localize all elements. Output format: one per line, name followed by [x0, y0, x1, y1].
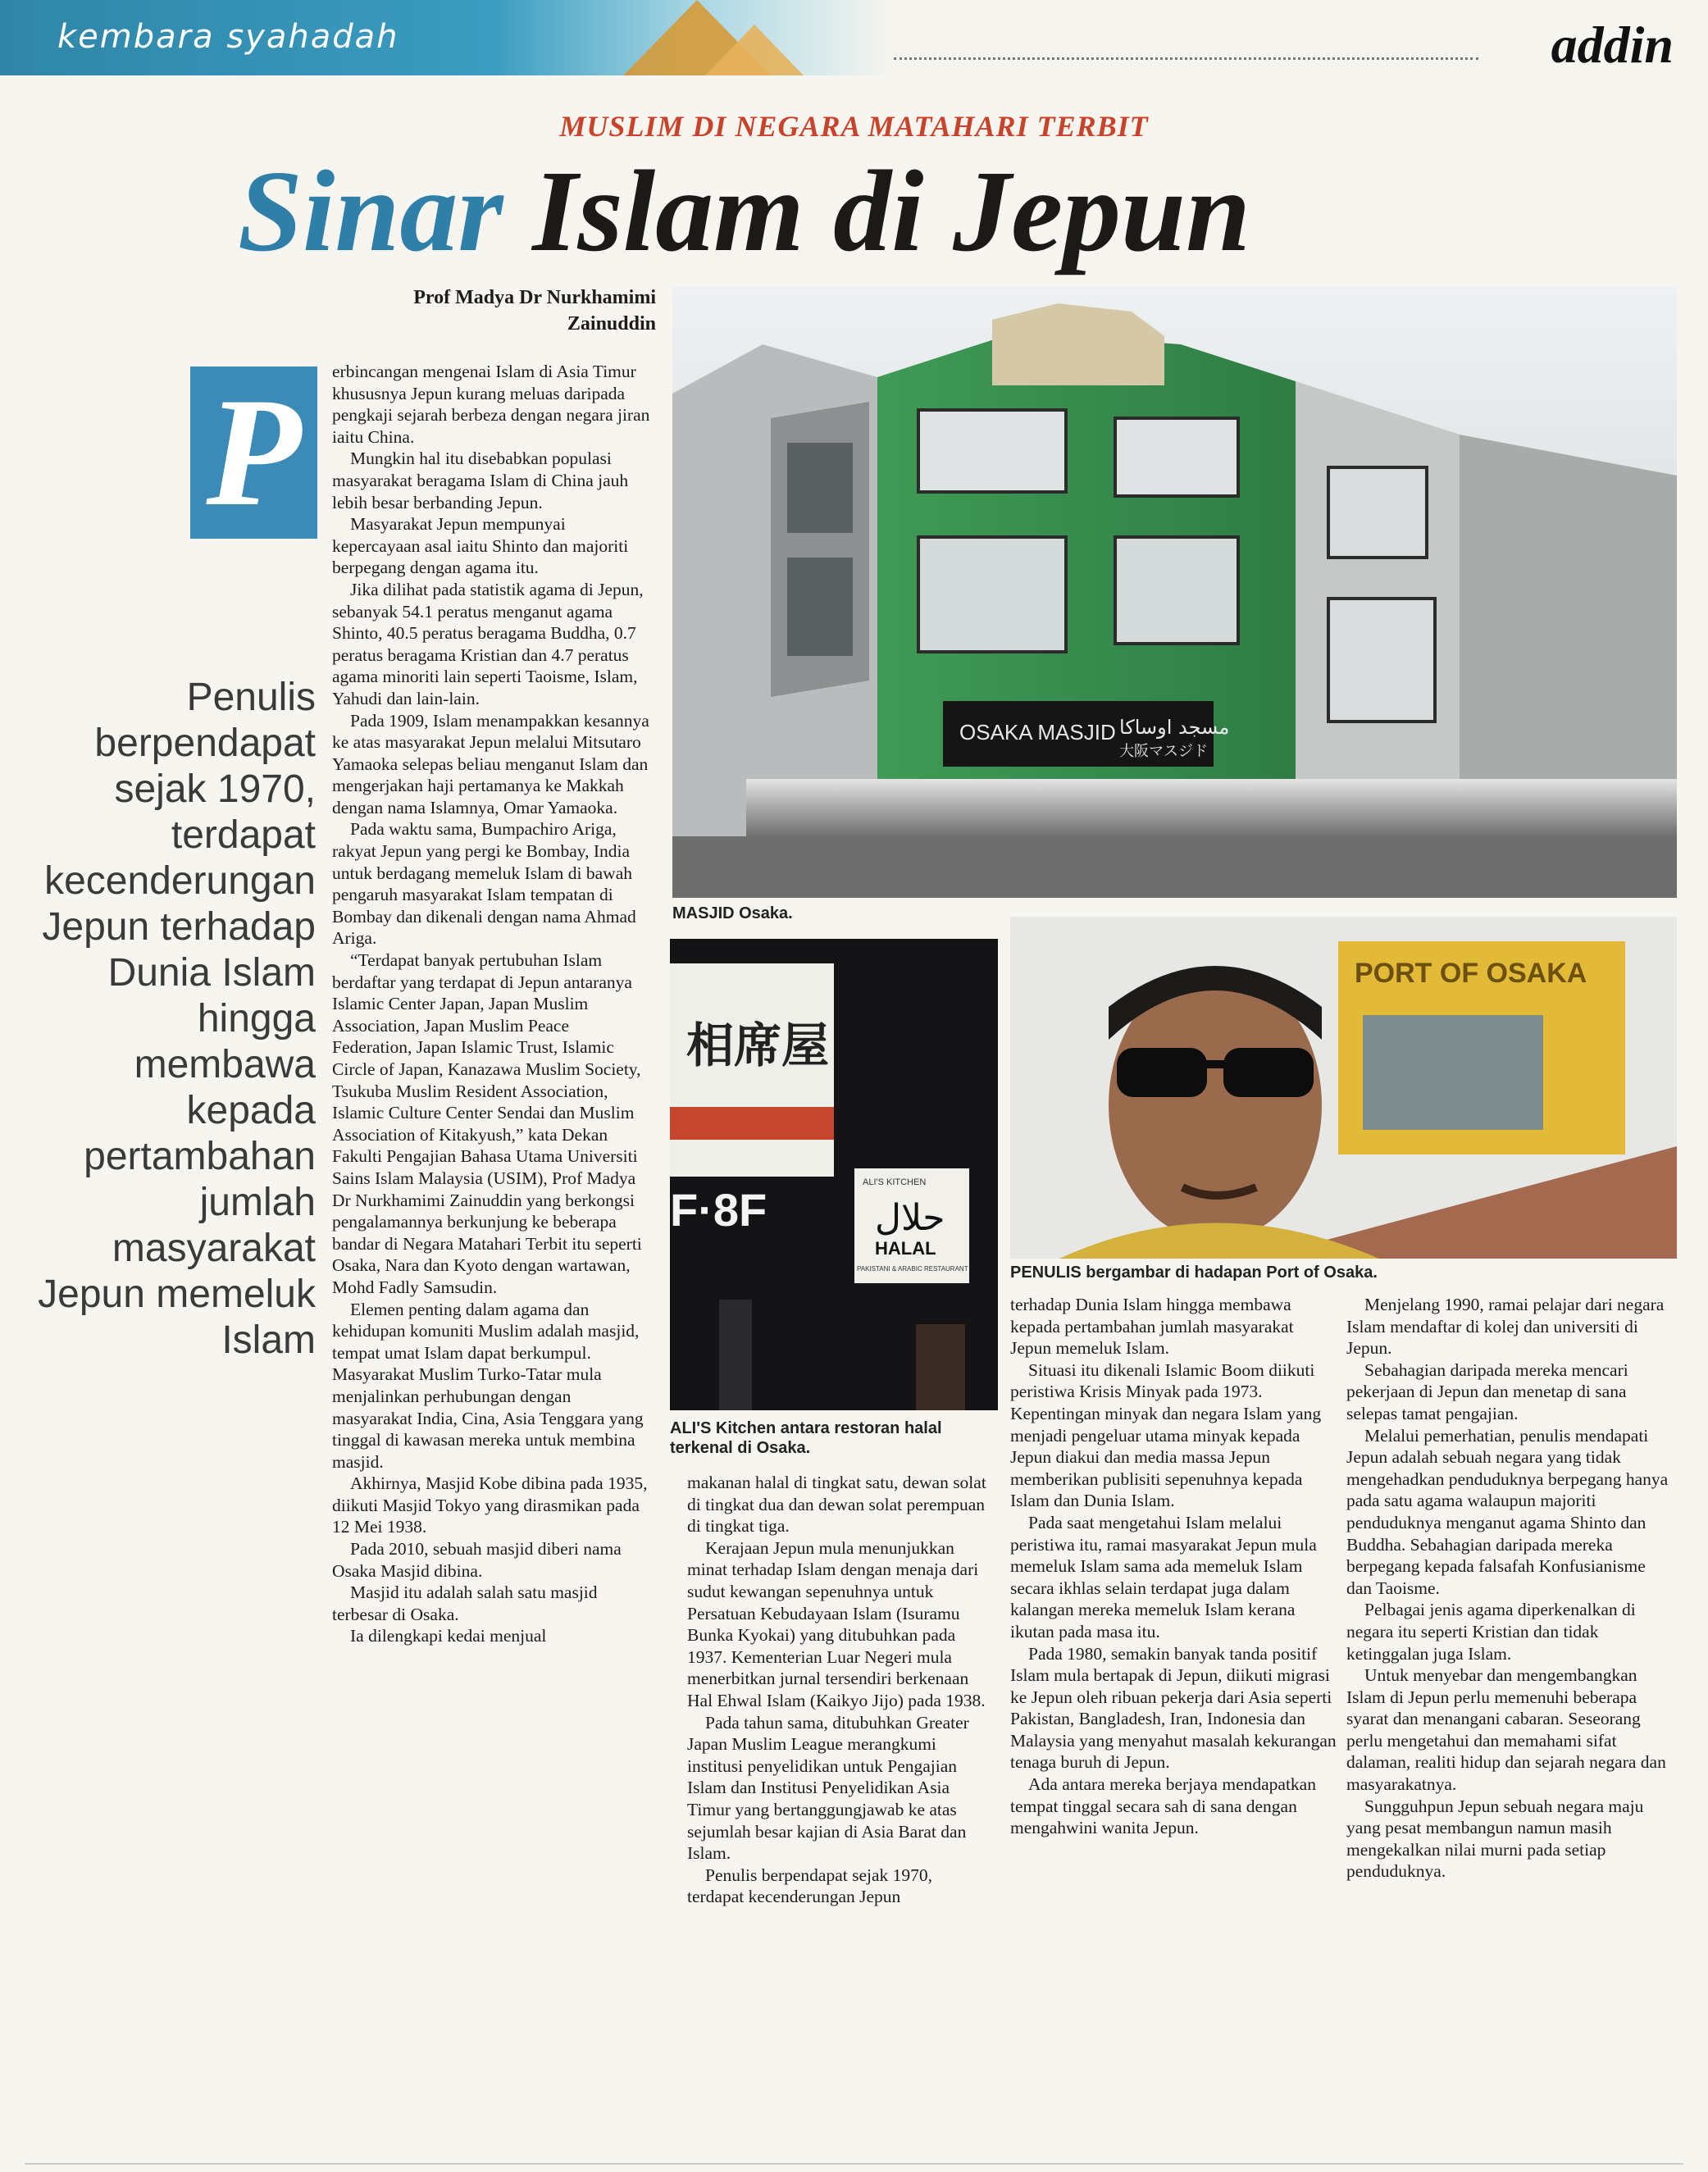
column-4 — [1346, 1294, 1674, 1883]
paragraph: Pada saat mengetahui Islam melalui peristiwa itu, ramai masyarakat Jepun mula memeluk Islam sama ada memeluk Islam secara ikhlas selain terdapat juga dalam kalangan mereka memeluk Islam kerana ikutan pada masa itu. — [1010, 1512, 1317, 1642]
section-name: addin — [1551, 16, 1674, 74]
paragraph: Pelbagai jenis agama diperkenalkan di negara itu seperti Kristian dan tidak ketinggalan juga Islam. — [1346, 1600, 1636, 1664]
restaurant-photo — [670, 939, 998, 1410]
column-2 — [687, 1472, 986, 1908]
paragraph: Jika dilihat pada statistik agama di Jepun, sebanyak 54.1 peratus menganut agama Shinto, 40.5 peratus beragama Buddha, 0.7 peratus beragama Kristian dan 4.7 peratus agama minoriti lain seperti Taoisme, Islam, Yahudi dan lain-lain. — [332, 579, 644, 708]
restaurant-shop-sub: PAKISTANI & ARABIC RESTAURANT — [857, 1265, 968, 1273]
paragraph: erbincangan mengenai Islam di Asia Timur khususnya Jepun kurang meluas daripada pengkaji sejarah berbeza dengan negara jiran iaitu China. — [332, 362, 650, 447]
section-banner — [0, 0, 894, 75]
author-caption: PENULIS bergambar di hadapan Port of Osaka. — [1010, 1264, 1378, 1282]
restaurant-floor-sign: F·8F — [670, 1184, 767, 1236]
column-1 — [332, 361, 652, 1647]
restaurant-illustration — [670, 939, 998, 1410]
mosque-sign-japanese: 大阪マスジド — [1119, 743, 1208, 760]
paragraph: Kerajaan Jepun mula menunjukkan minat terhadap Islam dengan menaja dari sudut kewangan sepenuhnya untuk Persatuan Kebudayaan Islam (Isuramu Bunka Kyokai) yang ditubuhkan pada 1937. Kementerian Luar Negeri mula menerbitkan jurnal tersendiri berkenaan Hal Ehwal Islam (Kaikyo Jijo) pada 1938. — [687, 1537, 986, 1710]
paragraph: Masjid itu adalah salah satu masjid terbesar di Osaka. — [332, 1582, 598, 1624]
paragraph: “Terdapat banyak pertubuhan Islam berdaftar yang terdapat di Jepun antaranya Islamic Center Japan, Japan Muslim Association, Japan Muslim Peace Federation, Japan Islamic Trust, Islamic Circle of Japan, Kanazawa Muslim Society, Tsukuba Muslim Resident Association, Islamic Culture Center Sendai dan Muslim Association of Kitakyush,” kata Dekan Fakulti Pengajian Bahasa Utama Universiti Sains Islam Malaysia (USIM), Prof Madya Dr Nurkhamimi Zainuddin yang berkongsi pengalamannya berkunjung ke beberapa bandar di Negara Matahari Terbit itu seperti Osaka, Nara dan Kyoto dengan wartawan, Mohd Fadly Samsudin. — [332, 950, 642, 1297]
header-rule — [894, 57, 1478, 60]
paragraph: Penulis berpendapat sejak 1970, terdapat kecenderungan Jepun — [687, 1865, 933, 1907]
halal-latin: HALAL — [875, 1238, 936, 1259]
halal-arabic: حلال — [875, 1197, 945, 1239]
paragraph: Melalui pemerhatian, penulis mendapati Jepun adalah sebuah negara yang tidak mengehadkan penduduknya berpegang hanya pada satu agama walaupun majoriti penduduknya menganut agama Shinto dan Buddha. Sebahagian daripada mereka berpegang kepada falsafah Konfusianisme dan Taoisme. — [1346, 1425, 1669, 1598]
column-3 — [1010, 1294, 1338, 1839]
mosque-caption: MASJID Osaka. — [672, 904, 793, 922]
banner-label: kembara syahadah — [57, 18, 399, 56]
restaurant-sign-top: 相席屋 — [686, 1018, 830, 1073]
drop-cap: P — [190, 367, 317, 539]
mosque-sign-arabic: مسجد اوساكا — [1119, 716, 1230, 739]
headline-word-main: Islam di Jepun — [532, 146, 1251, 275]
mosque-photo — [672, 287, 1677, 898]
paragraph: Pada 1980, semakin banyak tanda positif Islam mula bertapak di Jepun, diikuti migrasi ke Jepun oleh ribuan pekerja dari Asia seperti Pakistan, Bangladesh, Iran, Indonesia dan Malaysia yang menyahut masalah kekurangan tenaga buruh di Jepun. — [1010, 1643, 1337, 1773]
paragraph: makanan halal di tingkat satu, dewan solat di tingkat dua dan dewan solat perempuan di tingkat tiga. — [687, 1473, 986, 1537]
paragraph: Ia dilengkapi kedai menjual — [350, 1626, 547, 1646]
paragraph: Pada 1909, Islam menampakkan kesannya ke atas masyarakat Jepun melalui Mitsutaro Yamaoka selepas beliau menganut Islam dan mengerjakan haji pertamanya ke Makkah dengan nama Islamnya, Omar Yamaoka. — [332, 710, 649, 817]
headline-word-accent: Sinar — [238, 146, 503, 275]
byline-surname: Zainuddin — [567, 313, 656, 335]
author-illustration — [1010, 917, 1677, 1259]
paragraph: Pada waktu sama, Bumpachiro Ariga, rakyat Jepun yang pergi ke Bombay, India untuk berdagang memeluk Islam di bawah pengaruh masyarakat Islam tempatan di Bombay dan dikenali dengan nama Ahmad Ariga. — [332, 819, 636, 949]
author-photo — [1010, 917, 1677, 1259]
pull-quote: Penulis berpendapat sejak 1970, terdapat kecenderungan Jepun terhadap Dunia Islam hingga membawa kepada pertambahan jumlah masyarakat Jepun memeluk Islam — [38, 676, 316, 1362]
paragraph: Pada 2010, sebuah masjid diberi nama Osaka Masjid dibina. — [332, 1539, 622, 1581]
restaurant-shop-name: ALI'S KITCHEN — [863, 1177, 927, 1187]
mosque-sign-latin: OSAKA MASJID — [959, 720, 1116, 744]
headline — [238, 143, 1250, 278]
paragraph: Elemen penting dalam agama dan kehidupan komuniti Muslim adalah masjid, tempat umat Islam dapat berkumpul. Masyarakat Muslim Turko-Tatar mula menjalinkan perhubungan dengan masyarakat India, Cina, Asia Tenggara yang tinggal di kawasan mereka untuk membina masjid. — [332, 1299, 644, 1472]
paragraph: Mungkin hal itu disebabkan populasi masyarakat beragama Islam di China jauh lebih besar berbanding Jepun. — [332, 449, 629, 512]
kicker: MUSLIM DI NEGARA MATAHARI TERBIT — [559, 110, 1149, 143]
paragraph: terhadap Dunia Islam hingga membawa kepada pertambahan jumlah masyarakat Jepun memeluk Islam. — [1010, 1295, 1294, 1359]
paragraph: Situasi itu dikenali Islamic Boom diikuti peristiwa Krisis Minyak pada 1973. Kepentingan minyak dan negara Islam yang menjadi pengeluar utama minyak kepada Jepun diakui dan media massa Jepun memberikan publisiti sepenuhnya kepada Islam dan Dunia Islam. — [1010, 1359, 1322, 1511]
building-sign: PORT OF OSAKA — [1355, 958, 1587, 989]
byline-name: Prof Madya Dr Nurkhamimi — [413, 287, 656, 308]
paragraph: Ada antara mereka berjaya mendapatkan tempat tinggal secara sah di sana dengan mengahwini wanita Jepun. — [1010, 1774, 1316, 1838]
paragraph: Masyarakat Jepun mempunyai kepercayaan asal iaitu Shinto dan majoriti berpegang dengan agama itu. — [332, 514, 629, 578]
bottom-rule — [25, 2163, 1683, 2165]
paragraph: Pada tahun sama, ditubuhkan Greater Japan Muslim League merangkumi institusi penyelidikan untuk Pengajian Islam dan Institusi Penyelidikan Asia Timur yang bertanggungjawab ke atas sejumlah besar kajian di Asia Barat dan Islam. — [687, 1712, 969, 1864]
paragraph: Sungguhpun Jepun sebuah negara maju yang pesat membangun namun masih mengekalkan nilai murni pada setiap penduduknya. — [1346, 1796, 1644, 1882]
restaurant-caption: ALI'S Kitchen antara restoran halal terkenal di Osaka. — [670, 1419, 942, 1457]
byline — [361, 285, 656, 337]
mosque-illustration — [672, 287, 1677, 898]
paragraph: Menjelang 1990, ramai pelajar dari negara Islam mendaftar di kolej dan universiti di Jepun. — [1346, 1295, 1665, 1359]
pyramid-graphic-small — [705, 25, 804, 75]
paragraph: Akhirnya, Masjid Kobe dibina pada 1935, diikuti Masjid Tokyo yang dirasmikan pada 12 Mei 1938. — [332, 1473, 648, 1537]
paragraph: Untuk menyebar dan mengembangkan Islam di Jepun perlu memenuhi beberapa syarat dan menangani cabaran. Seseorang perlu mengetahui dan memahami sifat dalaman, realiti hidup dan sejarah negara dan masyarakatnya. — [1346, 1665, 1666, 1795]
paragraph: Sebahagian daripada mereka mencari pekerjaan di Jepun dan menetap di sana selepas tamat pengajian. — [1346, 1359, 1628, 1423]
